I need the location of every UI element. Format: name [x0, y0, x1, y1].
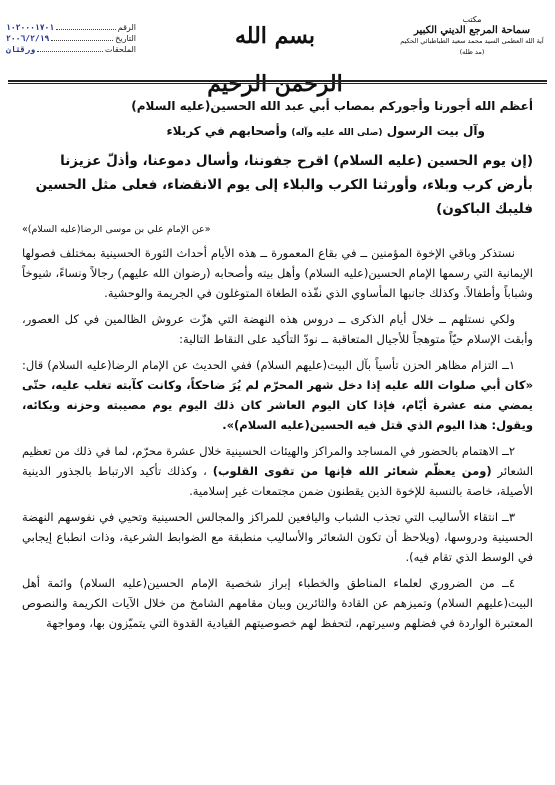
paragraph-1: نستذكر وباقي الإخوة المؤمنين ــ في بقاع المعمورة ــ هذه الأيام أحداث الثورة الحسينية بمختلف فصولها الإيمانية التي رسمها الإمام الحسين(عليه السلام) وأهل بيته وأصحابه (رضوان الله عليهم) رجالاً ونساءً، شيوخاً وشباباً وأطفالاً. وكذلك جانبها المأساوي الذي نفّذه الطغاة المتوغلون في الجريمة والوحشية.	[22, 246, 533, 300]
letter-body	[22, 96, 533, 639]
date-value: ٢٠٠٦/٢/١٩	[6, 34, 50, 43]
point-4: ٤ــ من الضروري لعلماء المناطق والخطباء إبراز شخصية الإمام الحسين(عليه السلام) وائمة أهل البيت(عليهم السلام) وتميزهم عن القادة والثائرين وبيان مقامهم الشامخ من خلال الآيات الكريمة والنصوص المعتبرة الواردة في فضلهم وسيرتهم، لتحفظ لهم خصوصيتهم القيادية القدوة التي يتميّزون بها، ومواجهة	[22, 576, 533, 630]
office-label: مكتب	[462, 15, 482, 24]
reference-number-value: ١٠٢٠٠٠١٧٠١	[6, 23, 55, 32]
date-label: التاريخ	[115, 34, 136, 43]
point-1-quote: «كان أبي صلوات الله عليه إذا دخل شهر المحرّم لم يُرَ ضاحكاً، وكانت كآبته تغلب عليه، حتّى يمضي منه عشرة أيّام، فإذا كان اليوم العاشر كان ذلك اليوم يوم مصيبته وحزنه وبكائه، ويقول: هذا اليوم الذي قتل فيه الحسين(عليه السلام)».	[22, 378, 533, 432]
point-2	[22, 441, 533, 501]
dotted-fill	[51, 33, 113, 41]
paragraph-2: ولكي نستلهم ــ خلال أيام الذكرى ــ دروس هذه النهضة التي هزّت عروش الظالمين في كل العصور، وأبقت الإسلام حيّاً متوهجاً للأجيال المتعاقبة ــ نودّ التأكيد على النقاط التالية:	[22, 312, 533, 346]
subheading-salutation: (صلى الله عليه وآله)	[291, 128, 383, 138]
reference-number-line	[6, 22, 136, 33]
subheading-part-b: وأصحابهم في كربلاء	[166, 124, 288, 138]
hadith-source: «عن الإمام علي بن موسى الرضا(عليه السلام)»	[22, 224, 211, 235]
office-honorific: (مد ظله)	[459, 48, 485, 56]
attachments-value: ورقتان	[6, 45, 35, 54]
office-block	[397, 14, 547, 58]
reference-block	[6, 22, 136, 55]
basmala-calligraphy: بسم الله الرحمن الرحيم	[207, 23, 343, 97]
office-name: آية الله العظمى السيد محمد سعيد الطباطبائي الحكيم	[400, 37, 544, 45]
point-2-quote: (ومن يعظّم شعائر الله فإنها من تقوى القلوب)	[212, 464, 492, 478]
office-title: سماحة المرجع الديني الكبير	[414, 25, 530, 36]
point-2-part-a: ٢ــ الاهتمام بالحضور في المساجد والمراكز والهيئات الحسينية خلال عشرة محرّم، لما في ذلك من تعظيم الشعائر	[22, 444, 534, 478]
reference-number-label: الرقم	[117, 23, 136, 32]
condolence-subheading	[22, 121, 485, 143]
point-1-intro: ١ــ التزام مظاهر الحزن تأسياً بآل البيت(عليهم السلام) ففي الحديث عن الإمام الرضا(عليه السلام) قال:	[22, 358, 515, 372]
dotted-fill	[56, 22, 116, 30]
header-divider	[8, 80, 547, 82]
hadith-quote: (إن يوم الحسين (عليه السلام) اقرح جفوننا، وأسال دموعنا، وأذلّ عزيزنا بأرض كرب وبلاء، وأورثنا الكرب والبلاء إلى يوم الانقضاء، فعلى مثل الحسين فليبك الباكون)	[35, 153, 533, 217]
attachments-line	[6, 44, 136, 55]
subheading-part-a: وآل بيت الرسول	[386, 124, 485, 138]
date-line	[6, 33, 136, 44]
point-2-part-b: ، وكذلك تأكيد الارتباط بالجذور الدينية الأصيلة، خاصة بالنسبة للإخوة الذين يقطنون ضمن مجتمعات غير إسلامية.	[22, 464, 533, 498]
attachments-label: الملحقات	[104, 45, 136, 54]
dotted-fill	[37, 44, 103, 52]
condolence-heading: أعظم الله أجورنا وأجوركم بمصاب أبي عبد الله الحسين(عليه السلام)	[131, 99, 533, 113]
point-1	[22, 355, 533, 435]
letterhead	[0, 0, 555, 97]
point-3: ٣ــ انتقاء الأساليب التي تجذب الشباب واليافعين للمراكز والمجالس الحسينية وتحيي في نفوسهم النهضة الحسينية ودروسها، (ويلاحظ أن تكون الشعائر والأساليب منطبقة مع الضوابط الشرعية، وذات انطباع إيجابي في الوسط الذي تقام فيه).	[22, 510, 533, 564]
header-divider-thin	[8, 83, 547, 84]
